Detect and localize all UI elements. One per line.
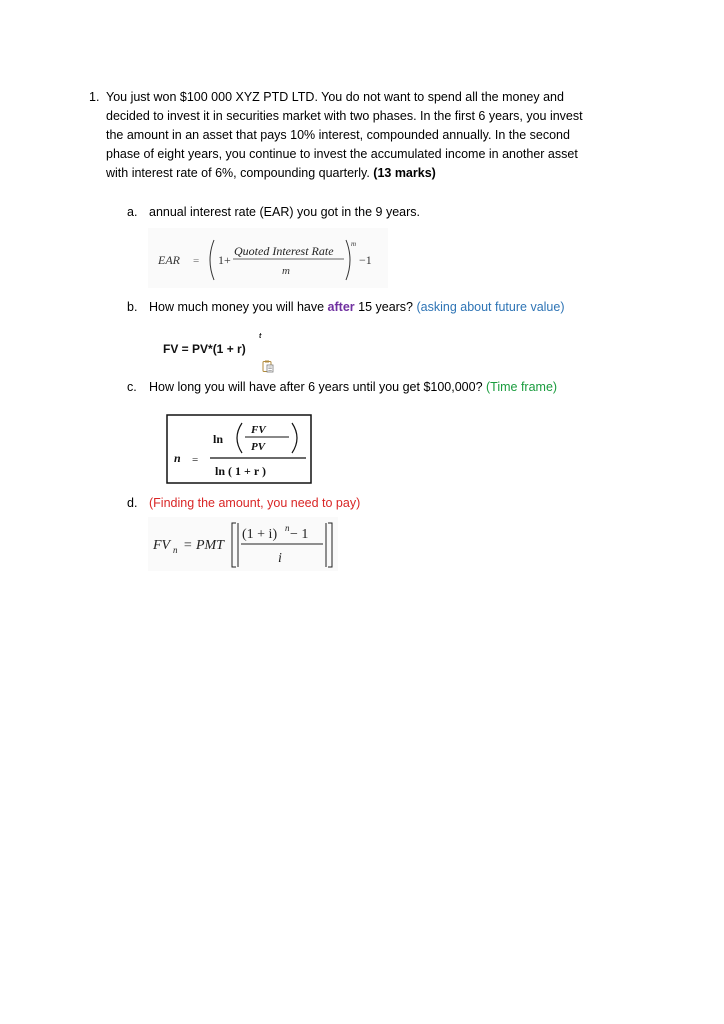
question-line-last — [106, 164, 636, 183]
part-c-note: (Time frame) — [486, 380, 558, 394]
ear-one: 1+ — [218, 253, 231, 267]
ear-lhs: EAR — [158, 253, 180, 267]
fv-text: FV = PV*(1 + r) — [163, 342, 246, 356]
annuity-lhs-sub: n — [173, 545, 178, 555]
question-number: 1. — [89, 90, 100, 104]
ear-denominator: m — [282, 265, 290, 277]
question-line: the amount in an asset that pays 10% interest, compounded annually. In the second — [106, 128, 570, 142]
paste-options-icon[interactable] — [262, 360, 274, 373]
part-b-text-before: How much money you will have — [149, 300, 328, 314]
annuity-num-tail: − 1 — [290, 527, 309, 542]
question-text — [106, 88, 636, 183]
ear-numerator: Quoted Interest Rate — [234, 244, 334, 258]
question-line: decided to invest it in securities market with two phases. In the first 6 years, you invest — [106, 109, 583, 123]
annuity-denominator: i — [278, 551, 282, 566]
annuity-numerator: (1 + i) — [242, 527, 278, 542]
part-c-label: c. — [127, 380, 137, 394]
part-d-note: (Finding the amount, you need to pay) — [149, 496, 361, 510]
part-b-note: (asking about future value) — [416, 300, 565, 314]
annuity-num-exp: n — [285, 523, 290, 533]
part-d-label: d. — [127, 496, 138, 510]
ear-minus-one: −1 — [359, 253, 372, 267]
annuity-eq: = PMT — [183, 538, 224, 553]
question-line: You just won $100 000 XYZ PTD LTD. You do not want to spend all the money and — [106, 90, 564, 104]
part-a-label: a. — [127, 205, 138, 219]
n-lhs: n — [174, 451, 181, 465]
ear-eq: = — [193, 255, 200, 267]
n-pv: PV — [251, 441, 266, 453]
fv-formula — [158, 328, 278, 360]
n-fv: FV — [251, 424, 266, 436]
annuity-lhs: FV — [153, 538, 171, 553]
part-c-text — [149, 378, 557, 397]
question-marks: (13 marks) — [373, 166, 436, 180]
n-ln-top: ln — [213, 432, 224, 446]
part-b-text — [149, 298, 565, 317]
ear-formula — [148, 228, 388, 288]
question-line: with interest rate of 6%, compounding quarterly. — [106, 166, 370, 180]
part-b-label: b. — [127, 300, 138, 314]
n-eq: = — [192, 454, 199, 466]
fv-exponent: t — [259, 333, 262, 340]
question-line: phase of eight years, you continue to invest the accumulated income in another asset — [106, 147, 578, 161]
part-c-main: How long you will have after 6 years until you get $100,000? — [149, 380, 487, 394]
n-formula — [166, 414, 312, 484]
part-a-text: annual interest rate (EAR) you got in the 9 years. — [149, 205, 420, 219]
n-ln-bottom: ln — [215, 464, 226, 478]
annuity-formula — [148, 517, 338, 571]
part-b-text-after: 15 years? — [354, 300, 417, 314]
ear-exponent: m — [351, 240, 357, 248]
part-b-emphasis: after — [327, 300, 355, 314]
n-bottom-expr: ( 1 + r ) — [228, 464, 266, 478]
